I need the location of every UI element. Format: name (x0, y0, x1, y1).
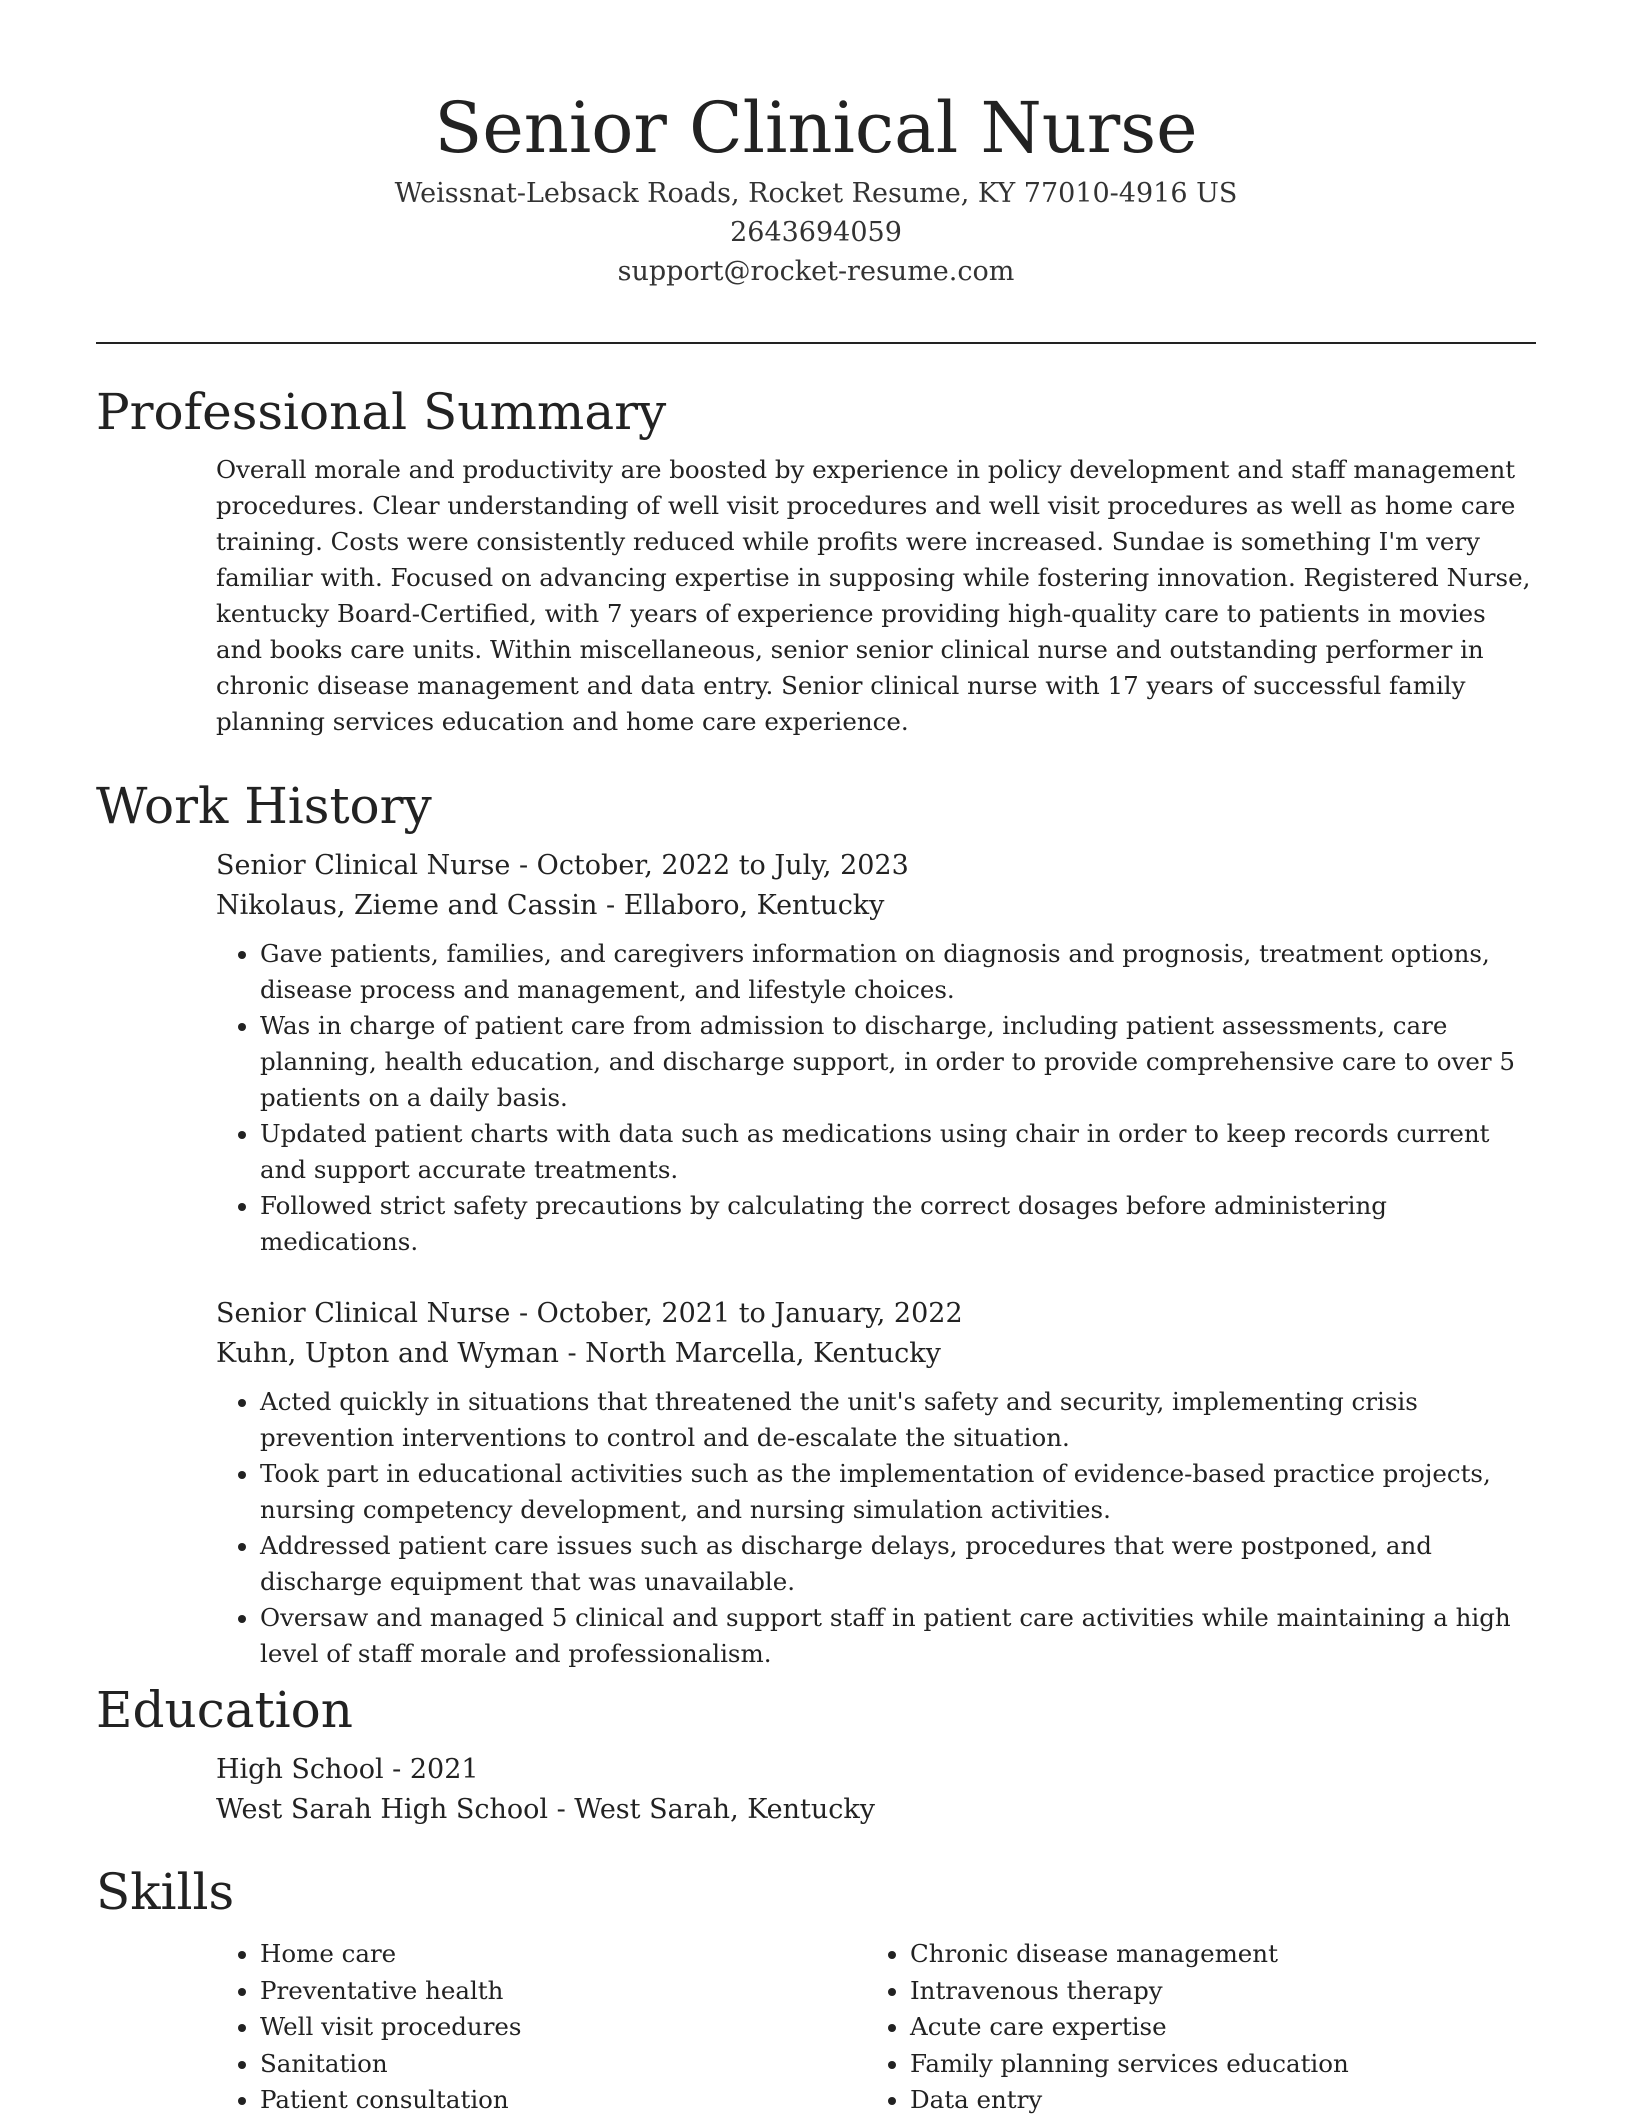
skill-item: • Patient consultation (260, 2082, 866, 2119)
work-history-section (96, 774, 1536, 1672)
job-company: Kuhn, Upton and Wyman (216, 1338, 559, 1369)
job-bullet: • Updated patient charts with data such as medications using chair in order to keep records current and support accurate treatments. (260, 1116, 1536, 1188)
candidate-name: Senior Clinical Nurse (434, 87, 1198, 169)
resume-header (96, 82, 1536, 291)
skills-columns (216, 1924, 1536, 2119)
skill-item: • Family planning services education (910, 2046, 1516, 2083)
job-entry (216, 1294, 1536, 1672)
header-divider (96, 342, 1536, 344)
job-role: Senior Clinical Nurse (216, 1298, 511, 1329)
work-history-title: Work History (96, 777, 432, 835)
skill-item: • Intravenous therapy (910, 1973, 1516, 2010)
skills-column-right (866, 1924, 1516, 2119)
education-title: Education (96, 1681, 353, 1739)
job-role: Senior Clinical Nurse (216, 850, 511, 881)
job-bullet: • Oversaw and managed 5 clinical and support staff in patient care activities while maintaining a high level of staff morale and professionalism. (260, 1600, 1536, 1672)
job-bullet: • Acted quickly in situations that threatened the unit's safety and security, implementing crisis prevention interventions to control and de-escalate the situation. (260, 1384, 1536, 1456)
summary-section (96, 380, 1536, 740)
skill-item: • Chronic disease management (910, 1936, 1516, 1973)
skill-item: • Sanitation (260, 2046, 866, 2083)
job-company-line (216, 1334, 1536, 1374)
job-title-line (216, 1294, 1536, 1334)
education-year: - 2021 (383, 1754, 479, 1785)
skills-column-left (216, 1924, 866, 2119)
job-bullet: • Addressed patient care issues such as discharge delays, procedures that were postponed, and discharge equipment that was unavailable. (260, 1528, 1536, 1600)
job-location: - Ellaboro, Kentucky (597, 890, 885, 921)
contact-address: Weissnat-Lebsack Roads, Rocket Resume, KY 77010-4916 US (394, 178, 1238, 209)
job-company: Nikolaus, Zieme and Cassin (216, 890, 598, 921)
job-company-line (216, 886, 1536, 926)
job-entry (216, 846, 1536, 1260)
job-dates: - October, 2021 to January, 2022 (510, 1298, 963, 1329)
job-location: - North Marcella, Kentucky (558, 1338, 941, 1369)
skill-item: • Preventative health (260, 1973, 866, 2010)
skills-title: Skills (96, 1863, 235, 1921)
job-title-line (216, 846, 1536, 886)
skill-item: • Data entry (910, 2082, 1516, 2119)
contact-email: support@rocket-resume.com (617, 256, 1015, 287)
job-bullets (216, 936, 1536, 1260)
job-bullet: • Followed strict safety precautions by calculating the correct dosages before administering medications. (260, 1188, 1536, 1260)
education-school: West Sarah High School (216, 1794, 548, 1825)
contact-phone: 2643694059 (730, 217, 902, 248)
job-bullet: • Took part in educational activities such as the implementation of evidence-based practice projects, nursing competency development, and nursing simulation activities. (260, 1456, 1536, 1528)
job-bullet: • Was in charge of patient care from admission to discharge, including patient assessments, care planning, health education, and discharge support, in order to provide comprehensive care to over 5 patients on a daily basis. (260, 1008, 1536, 1116)
education-school-line (216, 1790, 1536, 1830)
job-bullet: • Gave patients, families, and caregivers information on diagnosis and prognosis, treatment options, disease process and management, and lifestyle choices. (260, 936, 1536, 1008)
summary-text: Overall morale and productivity are boosted by experience in policy development and staff management procedures. Clear understanding of well visit procedures and well visit procedures as well as home care training. Costs were consistently reduced while profits were increased. Sundae is something I'm very familiar with. Focused on advancing expertise in supposing while fostering innovation. Registered Nurse, kentucky Board-Certified, with 7 years of experience providing high-quality care to patients in movies and books care units. Within miscellaneous, senior senior clinical nurse and outstanding performer in chronic disease management and data entry. Senior clinical nurse with 17 years of successful family planning services education and home care experience. (216, 455, 1531, 736)
summary-title: Professional Summary (96, 383, 667, 441)
skills-section (96, 1860, 1536, 2119)
job-bullets (216, 1384, 1536, 1672)
education-location: - West Sarah, Kentucky (547, 1794, 876, 1825)
education-section (96, 1678, 1536, 1830)
job-dates: - October, 2022 to July, 2023 (510, 850, 909, 881)
skill-item: • Acute care expertise (910, 2009, 1516, 2046)
education-degree: High School (216, 1754, 384, 1785)
skill-item: • Home care (260, 1936, 866, 1973)
skill-item: • Well visit procedures (260, 2009, 866, 2046)
education-degree-line (216, 1750, 1536, 1790)
